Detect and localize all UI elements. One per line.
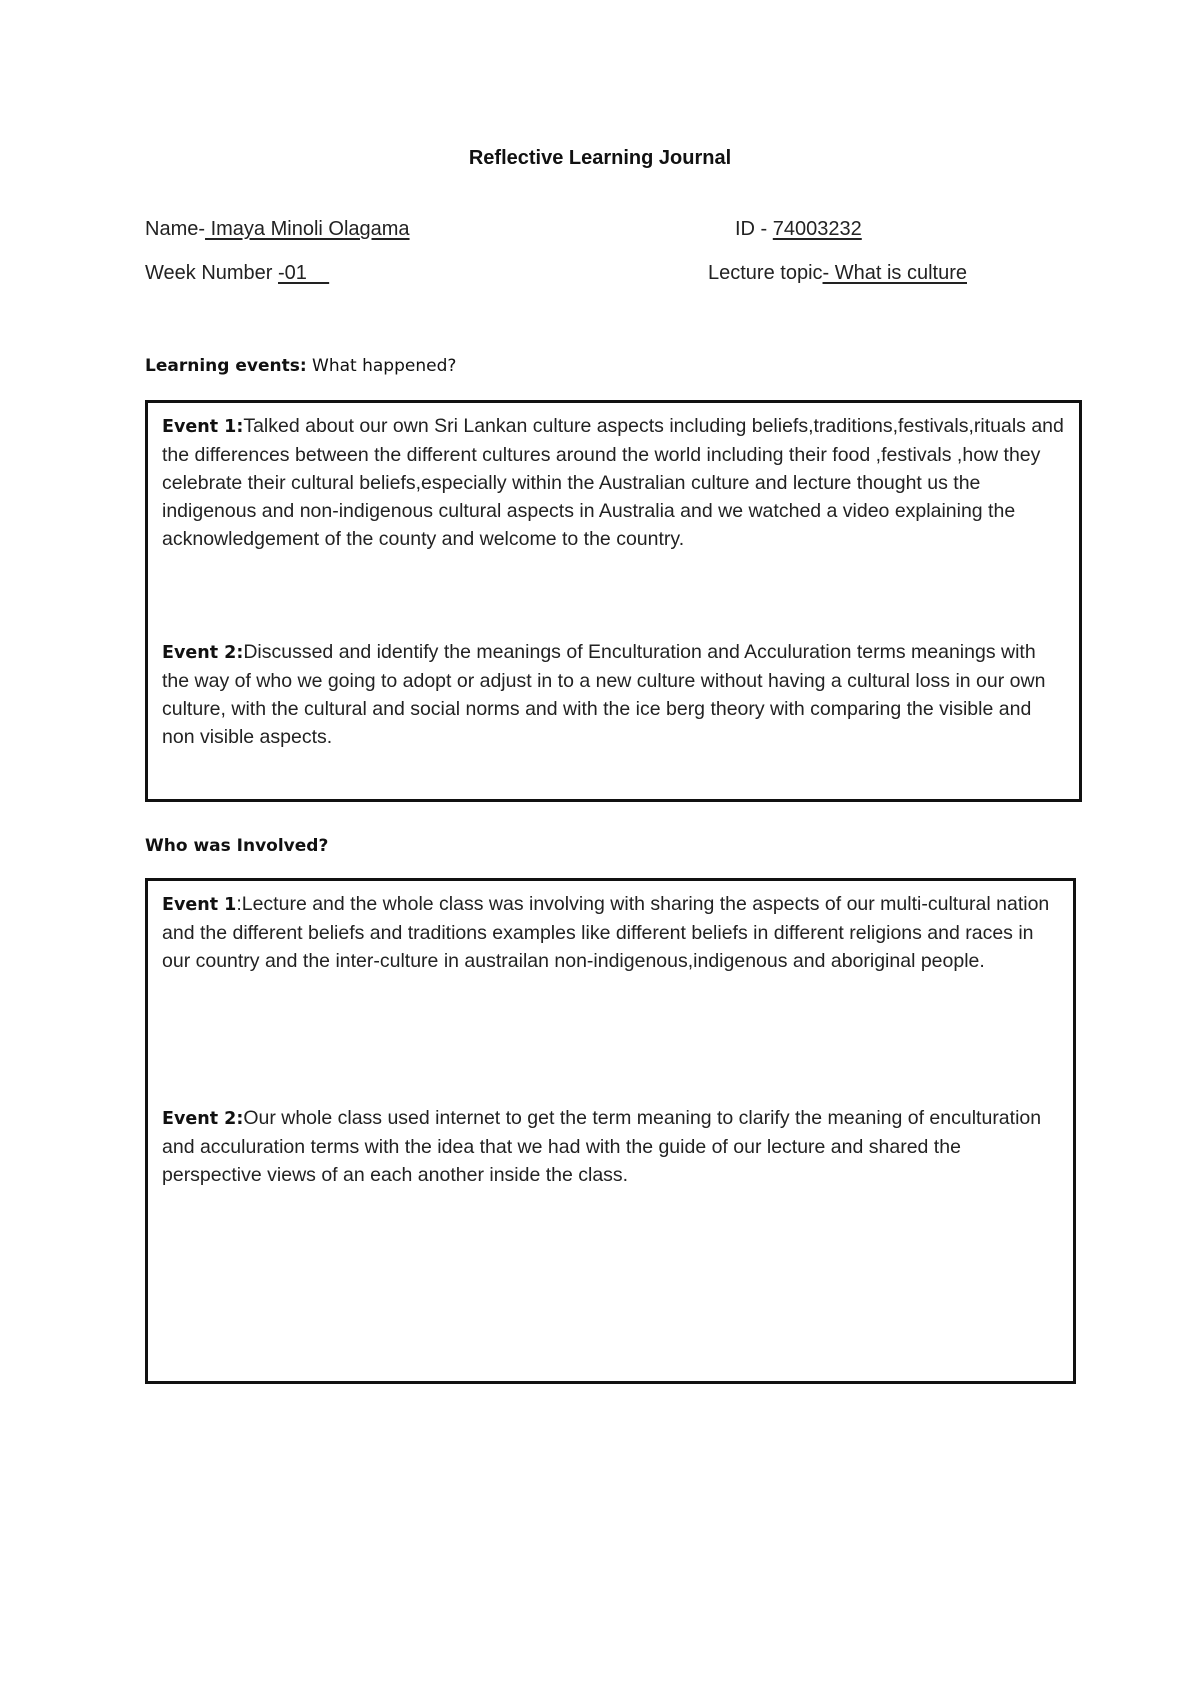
who-involved-box bbox=[145, 878, 1076, 1384]
learning-event-1 bbox=[162, 412, 1065, 553]
lecture-topic-label: Lecture topic bbox=[708, 262, 823, 284]
lecture-topic-value: - What is culture bbox=[822, 262, 967, 284]
who-event-1 bbox=[162, 890, 1059, 975]
who-event-1-label: Event 1 bbox=[162, 895, 237, 915]
id-value: 74003232 bbox=[772, 218, 862, 240]
name-field bbox=[145, 218, 410, 241]
who-event-1-text: :Lecture and the whole class was involving with sharing the aspects of our multi-cultural nation and the different beliefs and traditions examples like different beliefs in different religions and races in our country and the inter-culture in austrailan non-indigenous,indigenous and aboriginal people. bbox=[162, 893, 1050, 972]
id-field bbox=[735, 218, 862, 241]
learning-events-box bbox=[145, 400, 1082, 802]
learning-events-heading-rest: What happened? bbox=[306, 356, 457, 376]
who-event-2 bbox=[162, 1104, 1059, 1189]
who-event-2-text: Our whole class used internet to get the term meaning to clarify the meaning of enculturation and acculuration terms with the idea that we had with the guide of our lecture and shared the perspective views of an each another inside the class. bbox=[162, 1107, 1042, 1186]
learning-event-2 bbox=[162, 638, 1065, 751]
week-label: Week Number bbox=[145, 262, 279, 284]
week-value: -01 bbox=[278, 262, 330, 284]
lecture-topic-field bbox=[708, 262, 967, 285]
learning-event-2-label: Event 2: bbox=[162, 643, 244, 663]
week-field bbox=[145, 262, 329, 285]
learning-events-heading-bold: Learning events: bbox=[145, 356, 307, 376]
page-title: Reflective Learning Journal bbox=[468, 147, 732, 169]
name-label: Name- bbox=[145, 218, 206, 240]
name-value: Imaya Minoli Olagama bbox=[205, 218, 410, 240]
learning-event-1-label: Event 1: bbox=[162, 417, 244, 437]
learning-event-2-text: Discussed and identify the meanings of Enculturation and Acculuration terms meanings with the way of who we going to adopt or adjust in to a new culture without having a cultural loss in our own culture, with the cultural and social norms and with the ice berg theory with comparing the visible and non visible aspects. bbox=[162, 641, 1046, 748]
who-involved-heading-text: Who was Involved? bbox=[145, 836, 329, 856]
who-involved-heading bbox=[145, 836, 328, 856]
who-event-2-label: Event 2: bbox=[162, 1109, 244, 1129]
id-label: ID - bbox=[735, 218, 773, 240]
learning-event-1-text: Talked about our own Sri Lankan culture aspects including beliefs,traditions,festivals,rituals and the differences between the different cultures around the world including their food ,festivals ,how they celebrate their cultural beliefs,especially within the Australian culture and lecture thought us the indigenous and non-indigenous cultural aspects in Australia and we watched a video explaining the acknowledgement of the county and welcome to the country. bbox=[162, 415, 1064, 550]
learning-events-heading bbox=[145, 356, 456, 376]
